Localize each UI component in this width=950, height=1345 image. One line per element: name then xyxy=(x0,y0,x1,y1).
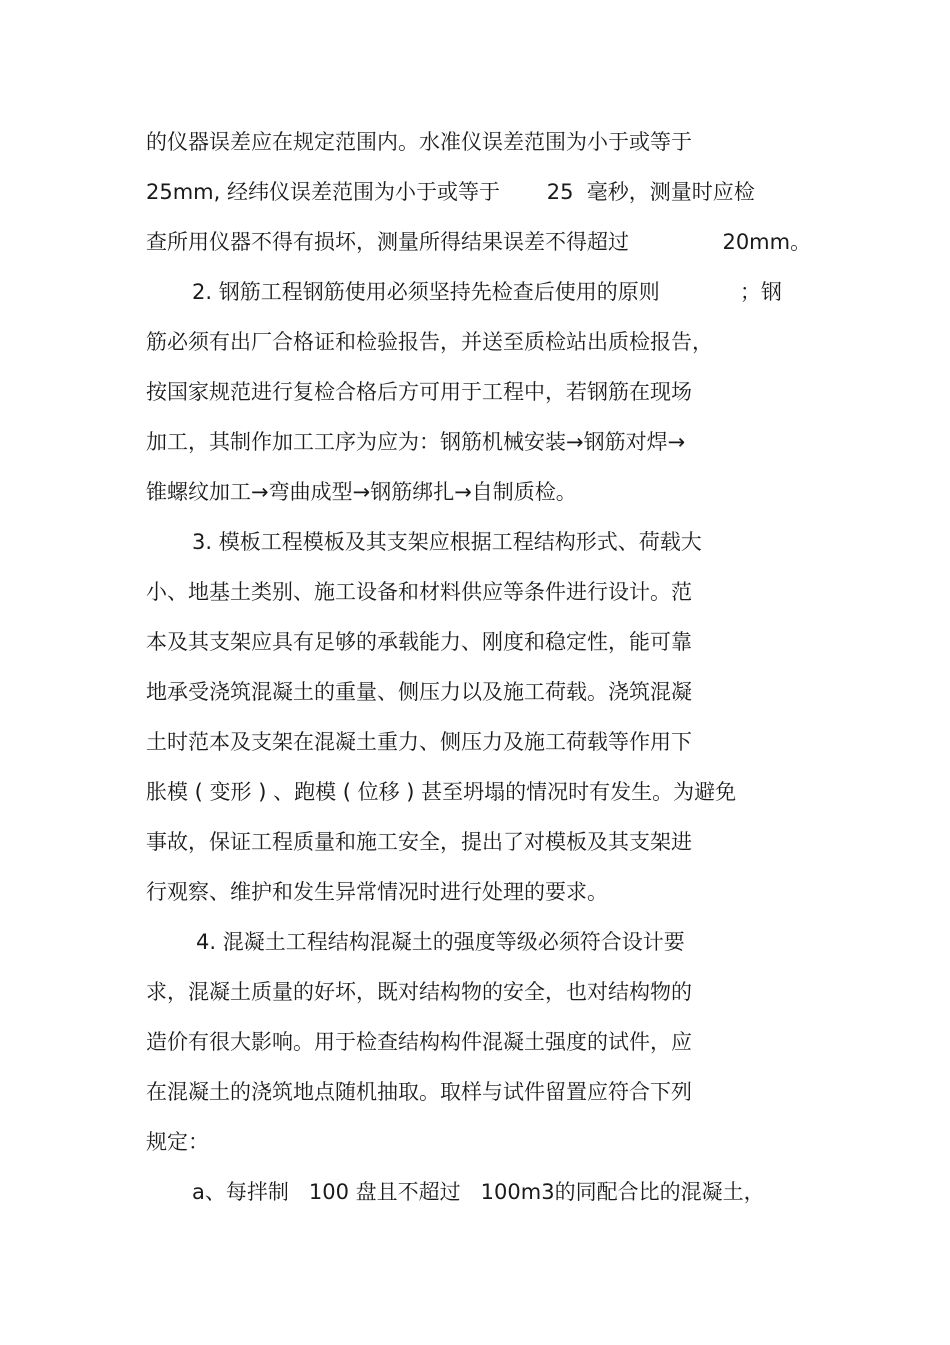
text-line: 25mm, 经纬仪误差范围为小于或等于 25 毫秒，测量时应检 xyxy=(146,180,755,204)
text-line: 本及其支架应具有足够的承载能力、刚度和稳定性，能可靠 xyxy=(146,630,692,654)
text-line: 小、地基土类别、施工设备和材料供应等条件进行设计。范 xyxy=(146,580,692,604)
text-line: 求，混凝土质量的好坏，既对结构物的安全，也对结构物的 xyxy=(146,980,692,1004)
text-line: 地承受浇筑混凝土的重量、侧压力以及施工荷载。浇筑混凝 xyxy=(146,680,692,704)
text-line: 行观察、维护和发生异常情况时进行处理的要求。 xyxy=(146,880,608,904)
text-line: 事故，保证工程质量和施工安全，提出了对模板及其支架进 xyxy=(146,830,692,854)
text-line: 查所用仪器不得有损坏，测量所得结果误差不得超过 20mm。 xyxy=(146,230,812,254)
text-line: 造价有很大影响。用于检查结构构件混凝土强度的试件，应 xyxy=(146,1030,692,1054)
text-line: 土时范本及支架在混凝土重力、侧压力及施工荷载等作用下 xyxy=(146,730,692,754)
text-line: 的仪器误差应在规定范围内。水准仪误差范围为小于或等于 xyxy=(146,130,692,154)
paragraph-start-line: 3. 模板工程模板及其支架应根据工程结构形式、荷载大 xyxy=(192,530,702,554)
paragraph-start-line: 4. 混凝土工程结构混凝土的强度等级必须符合设计要 xyxy=(196,930,685,954)
paragraph-start-line: a、每拌制 100 盘且不超过 100m3的同配合比的混凝土， xyxy=(192,1180,765,1204)
text-line: 规定： xyxy=(146,1130,209,1154)
text-line: 按国家规范进行复检合格后方可用于工程中，若钢筋在现场 xyxy=(146,380,692,404)
text-line: 筋必须有出厂合格证和检验报告，并送至质检站出质检报告， xyxy=(146,330,713,354)
paragraph-start-line: 2. 钢筋工程钢筋使用必须坚持先检查后使用的原则 ；钢 xyxy=(192,280,782,304)
text-line: 在混凝土的浇筑地点随机抽取。取样与试件留置应符合下列 xyxy=(146,1080,692,1104)
text-line: 锥螺纹加工→弯曲成型→钢筋绑扎→自制质检。 xyxy=(146,480,577,504)
text-line: 胀模 ( 变形 ) 、跑模 ( 位移 ) 甚至坍塌的情况时有发生。为避免 xyxy=(146,780,737,804)
text-line: 加工，其制作加工工序为应为：钢筋机械安装→钢筋对焊→ xyxy=(146,430,686,454)
